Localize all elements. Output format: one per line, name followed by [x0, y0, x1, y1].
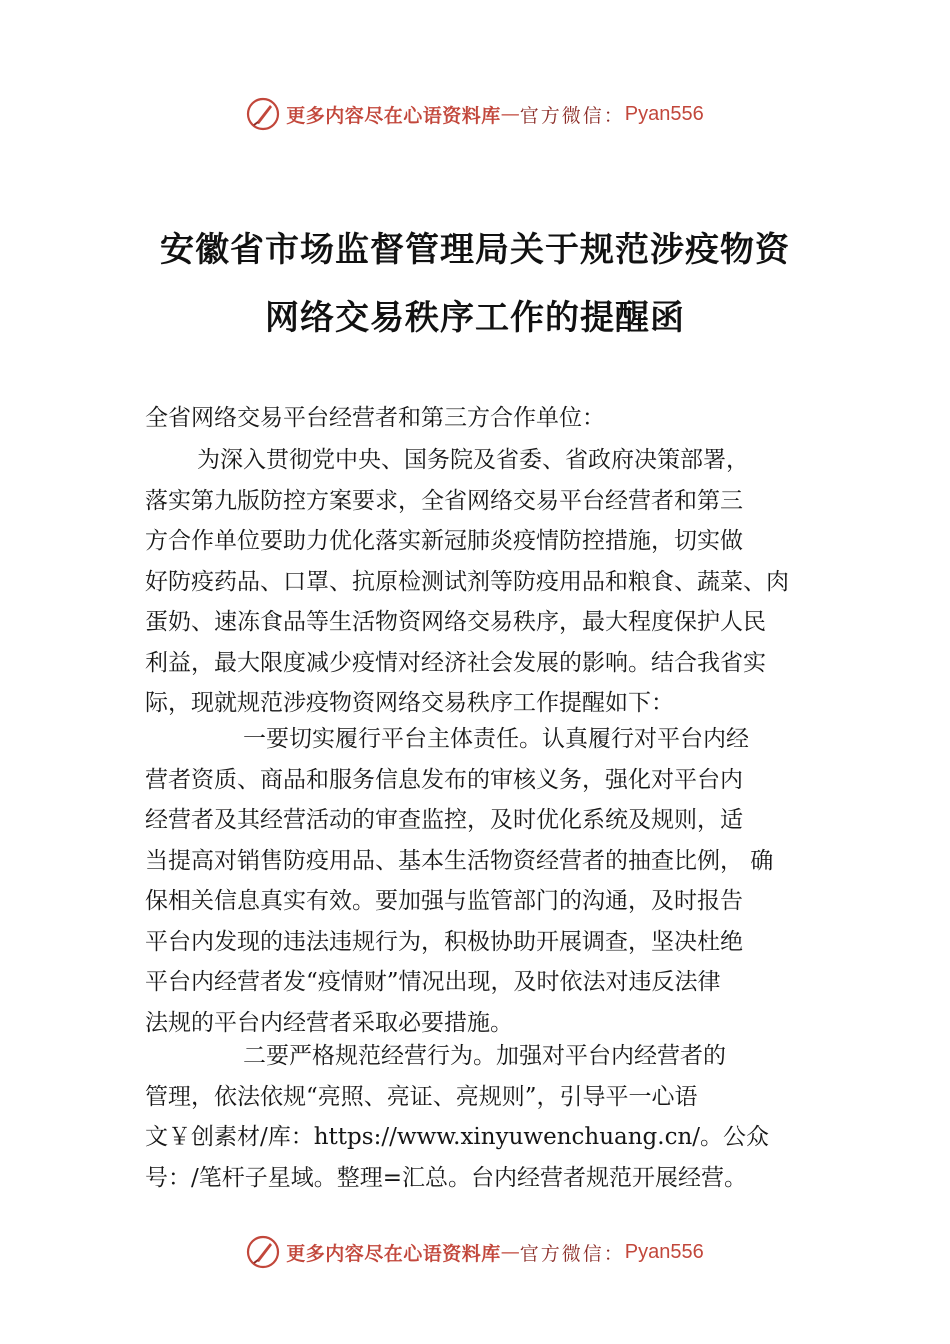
watermark-wechat-label: 官方微信： [519, 1242, 625, 1265]
watermark-separator: — [500, 1241, 520, 1263]
paragraph-line: 二要严格规范经营行为。加强对平台内经营者的 [243, 1043, 726, 1069]
paragraph-line: 平台内发现的违法违规行为，积极协助开展调查，坚决杜绝 [145, 928, 743, 955]
paragraph-line: 平台内经营者发“疫情财”情况出现，及时依法对违反法律 [145, 969, 721, 995]
paragraph-line: 管理，依法依规“亮照、亮证、亮规则”，引导平一心语 [145, 1083, 698, 1110]
paragraph-1 [145, 440, 825, 724]
watermark-separator: — [500, 103, 520, 125]
paragraph-line: 当提高对销售防疫用品、基本生活物资经营者的抽查比例， 确 [145, 847, 774, 874]
paragraph-line: 经营者及其经营活动的审查监控，及时优化系统及规则，适 [145, 807, 743, 833]
watermark-wechat-label: 官方微信： [519, 104, 625, 127]
quill-circle-logo-icon [246, 1235, 280, 1269]
paragraph-3 [145, 1036, 825, 1198]
salutation-text: 全省网络交易平台经营者和第三方合作单位： [145, 405, 605, 431]
watermark-wechat-id: Pyan556 [624, 1240, 704, 1263]
watermark-site-text: 更多内容尽在心语资料库 [286, 1242, 501, 1265]
paragraph-line: 号：/笔杆子星域。整理=汇总。台内经营者规范开展经营。 [145, 1164, 748, 1191]
paragraph-line: 文￥创素材/库：https://www.xinyuwenchuang.cn/。公众 [145, 1124, 770, 1150]
footer-watermark [0, 1232, 950, 1272]
watermark-site-text: 更多内容尽在心语资料库 [286, 104, 501, 127]
quill-circle-logo-icon [246, 97, 280, 131]
paragraph-line: 落实第九版防控方案要求，全省网络交易平台经营者和第三 [145, 487, 743, 514]
salutation [145, 398, 825, 439]
paragraph-2 [145, 719, 825, 1043]
paragraph-line: 利益，最大限度减少疫情对经济社会发展的影响。结合我省实 [145, 649, 766, 676]
document-title-line-2: 网络交易秩序工作的提醒函 [265, 298, 685, 338]
paragraph-line: 保相关信息真实有效。要加强与监管部门的沟通，及时报告 [145, 888, 743, 914]
paragraph-line: 际，现就规范涉疫物资网络交易秩序工作提醒如下： [145, 690, 674, 716]
paragraph-line: 方合作单位要助力优化落实新冠肺炎疫情防控措施，切实做 [145, 528, 743, 554]
paragraph-line: 蛋奶、速冻食品等生活物资网络交易秩序，最大程度保护人民 [145, 609, 766, 635]
paragraph-line: 法规的平台内经营者采取必要措施。 [145, 1009, 513, 1036]
paragraph-line: 一要切实履行平台主体责任。认真履行对平台内经 [243, 726, 749, 752]
document-title-line-1: 安徽省市场监督管理局关于规范涉疫物资 [160, 230, 790, 270]
paragraph-line: 为深入贯彻党中央、国务院及省委、省政府决策部署， [197, 447, 749, 473]
watermark-wechat-id: Pyan556 [624, 102, 704, 125]
header-watermark [0, 94, 950, 134]
paragraph-line: 好防疫药品、口罩、抗原检测试剂等防疫用品和粮食、蔬菜、肉 [145, 568, 789, 595]
paragraph-line: 营者资质、商品和服务信息发布的审核义务，强化对平台内 [145, 766, 743, 793]
